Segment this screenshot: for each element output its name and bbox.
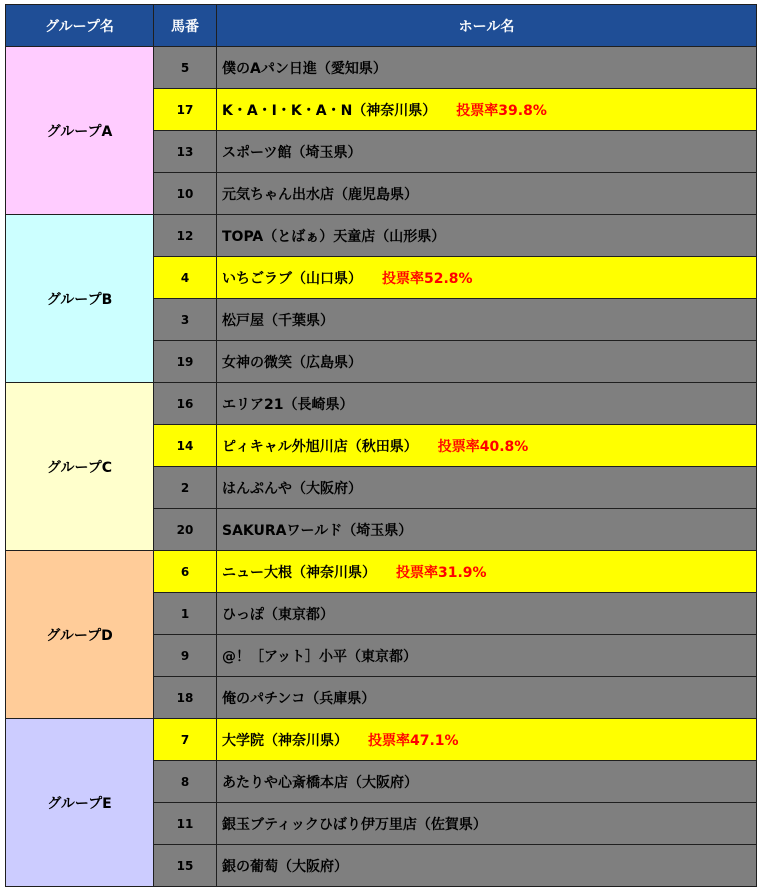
horse-number-cell: 16	[154, 383, 217, 425]
hall-name-cell	[217, 803, 757, 845]
hall-name: ニュー大根（神奈川県）	[222, 564, 376, 581]
horse-number-cell: 14	[154, 425, 217, 467]
horse-number-cell: 2	[154, 467, 217, 509]
hall-name: いちごラブ（山口県）	[222, 270, 362, 287]
hall-name-cell	[217, 299, 757, 341]
hall-name-cell	[217, 257, 757, 299]
vote-rate: 投票率39.8%	[456, 102, 547, 119]
hall-name: 銀玉ブティックひばり伊万里店（佐賀県）	[222, 816, 487, 833]
hall-name-cell	[217, 131, 757, 173]
hall-name-cell	[217, 215, 757, 257]
hall-name-cell	[217, 425, 757, 467]
table-row	[6, 551, 757, 593]
header-number: 馬番	[154, 5, 217, 47]
hall-name: ひっぽ（東京都）	[222, 606, 334, 623]
hall-name: SAKURAワールド（埼玉県）	[222, 522, 413, 539]
hall-name: 銀の葡萄（大阪府）	[222, 858, 348, 875]
vote-rate: 投票率31.9%	[396, 564, 487, 581]
hall-name-cell	[217, 635, 757, 677]
horse-number-cell: 20	[154, 509, 217, 551]
hall-name: K・A・I・K・A・N（神奈川県）	[222, 102, 437, 119]
hall-name-cell	[217, 467, 757, 509]
hall-name-cell	[217, 593, 757, 635]
hall-name: スポーツ館（埼玉県）	[222, 144, 362, 161]
vote-rate: 投票率52.8%	[382, 270, 473, 287]
hall-name: 女神の微笑（広島県）	[222, 354, 362, 371]
hall-name-cell	[217, 47, 757, 89]
horse-number-cell: 4	[154, 257, 217, 299]
hall-name: @！［アット］小平（東京都）	[222, 648, 418, 665]
group-name-cell: グループB	[6, 215, 154, 383]
hall-name: 俺のパチンコ（兵庫県）	[222, 690, 376, 707]
hall-name-cell	[217, 845, 757, 887]
hall-name: エリア21（長崎県）	[222, 396, 354, 413]
table-row	[6, 719, 757, 761]
hall-name: 僕のAパン日進（愛知県）	[222, 60, 387, 77]
hall-name-cell	[217, 677, 757, 719]
vote-rate: 投票率47.1%	[368, 732, 459, 749]
horse-number-cell: 15	[154, 845, 217, 887]
header-hall: ホール名	[217, 5, 757, 47]
hall-name-cell	[217, 551, 757, 593]
horse-number-cell: 7	[154, 719, 217, 761]
horse-number-cell: 6	[154, 551, 217, 593]
horse-number-cell: 17	[154, 89, 217, 131]
table-row	[6, 383, 757, 425]
hall-name-cell	[217, 719, 757, 761]
hall-name-cell	[217, 509, 757, 551]
table-row	[6, 47, 757, 89]
hall-name: あたりや心斎橋本店（大阪府）	[222, 774, 418, 791]
hall-name-cell	[217, 761, 757, 803]
horse-number-cell: 10	[154, 173, 217, 215]
group-table	[5, 4, 757, 887]
horse-number-cell: 11	[154, 803, 217, 845]
hall-name: はんぷんや（大阪府）	[222, 480, 362, 497]
group-name-cell: グループD	[6, 551, 154, 719]
horse-number-cell: 18	[154, 677, 217, 719]
horse-number-cell: 13	[154, 131, 217, 173]
table-row	[6, 215, 757, 257]
hall-name: TOPA（とばぁ）天童店（山形県）	[222, 228, 446, 245]
group-name-cell: グループC	[6, 383, 154, 551]
hall-name-cell	[217, 341, 757, 383]
hall-name: ピィキャル外旭川店（秋田県）	[222, 438, 418, 455]
vote-rate: 投票率40.8%	[437, 438, 529, 455]
group-name-cell: グループE	[6, 719, 154, 887]
hall-name-cell	[217, 383, 757, 425]
hall-name-cell	[217, 173, 757, 215]
hall-name: 元気ちゃん出水店（鹿児島県）	[222, 186, 418, 203]
horse-number-cell: 9	[154, 635, 217, 677]
hall-name: 大学院（神奈川県）	[222, 732, 348, 749]
horse-number-cell: 19	[154, 341, 217, 383]
horse-number-cell: 8	[154, 761, 217, 803]
horse-number-cell: 3	[154, 299, 217, 341]
table-body	[6, 47, 757, 887]
horse-number-cell: 1	[154, 593, 217, 635]
horse-number-cell: 12	[154, 215, 217, 257]
header-row	[6, 5, 757, 47]
hall-name-cell	[217, 89, 757, 131]
group-name-cell: グループA	[6, 47, 154, 215]
horse-number-cell: 5	[154, 47, 217, 89]
header-group: グループ名	[6, 5, 154, 47]
hall-name: 松戸屋（千葉県）	[222, 312, 334, 329]
